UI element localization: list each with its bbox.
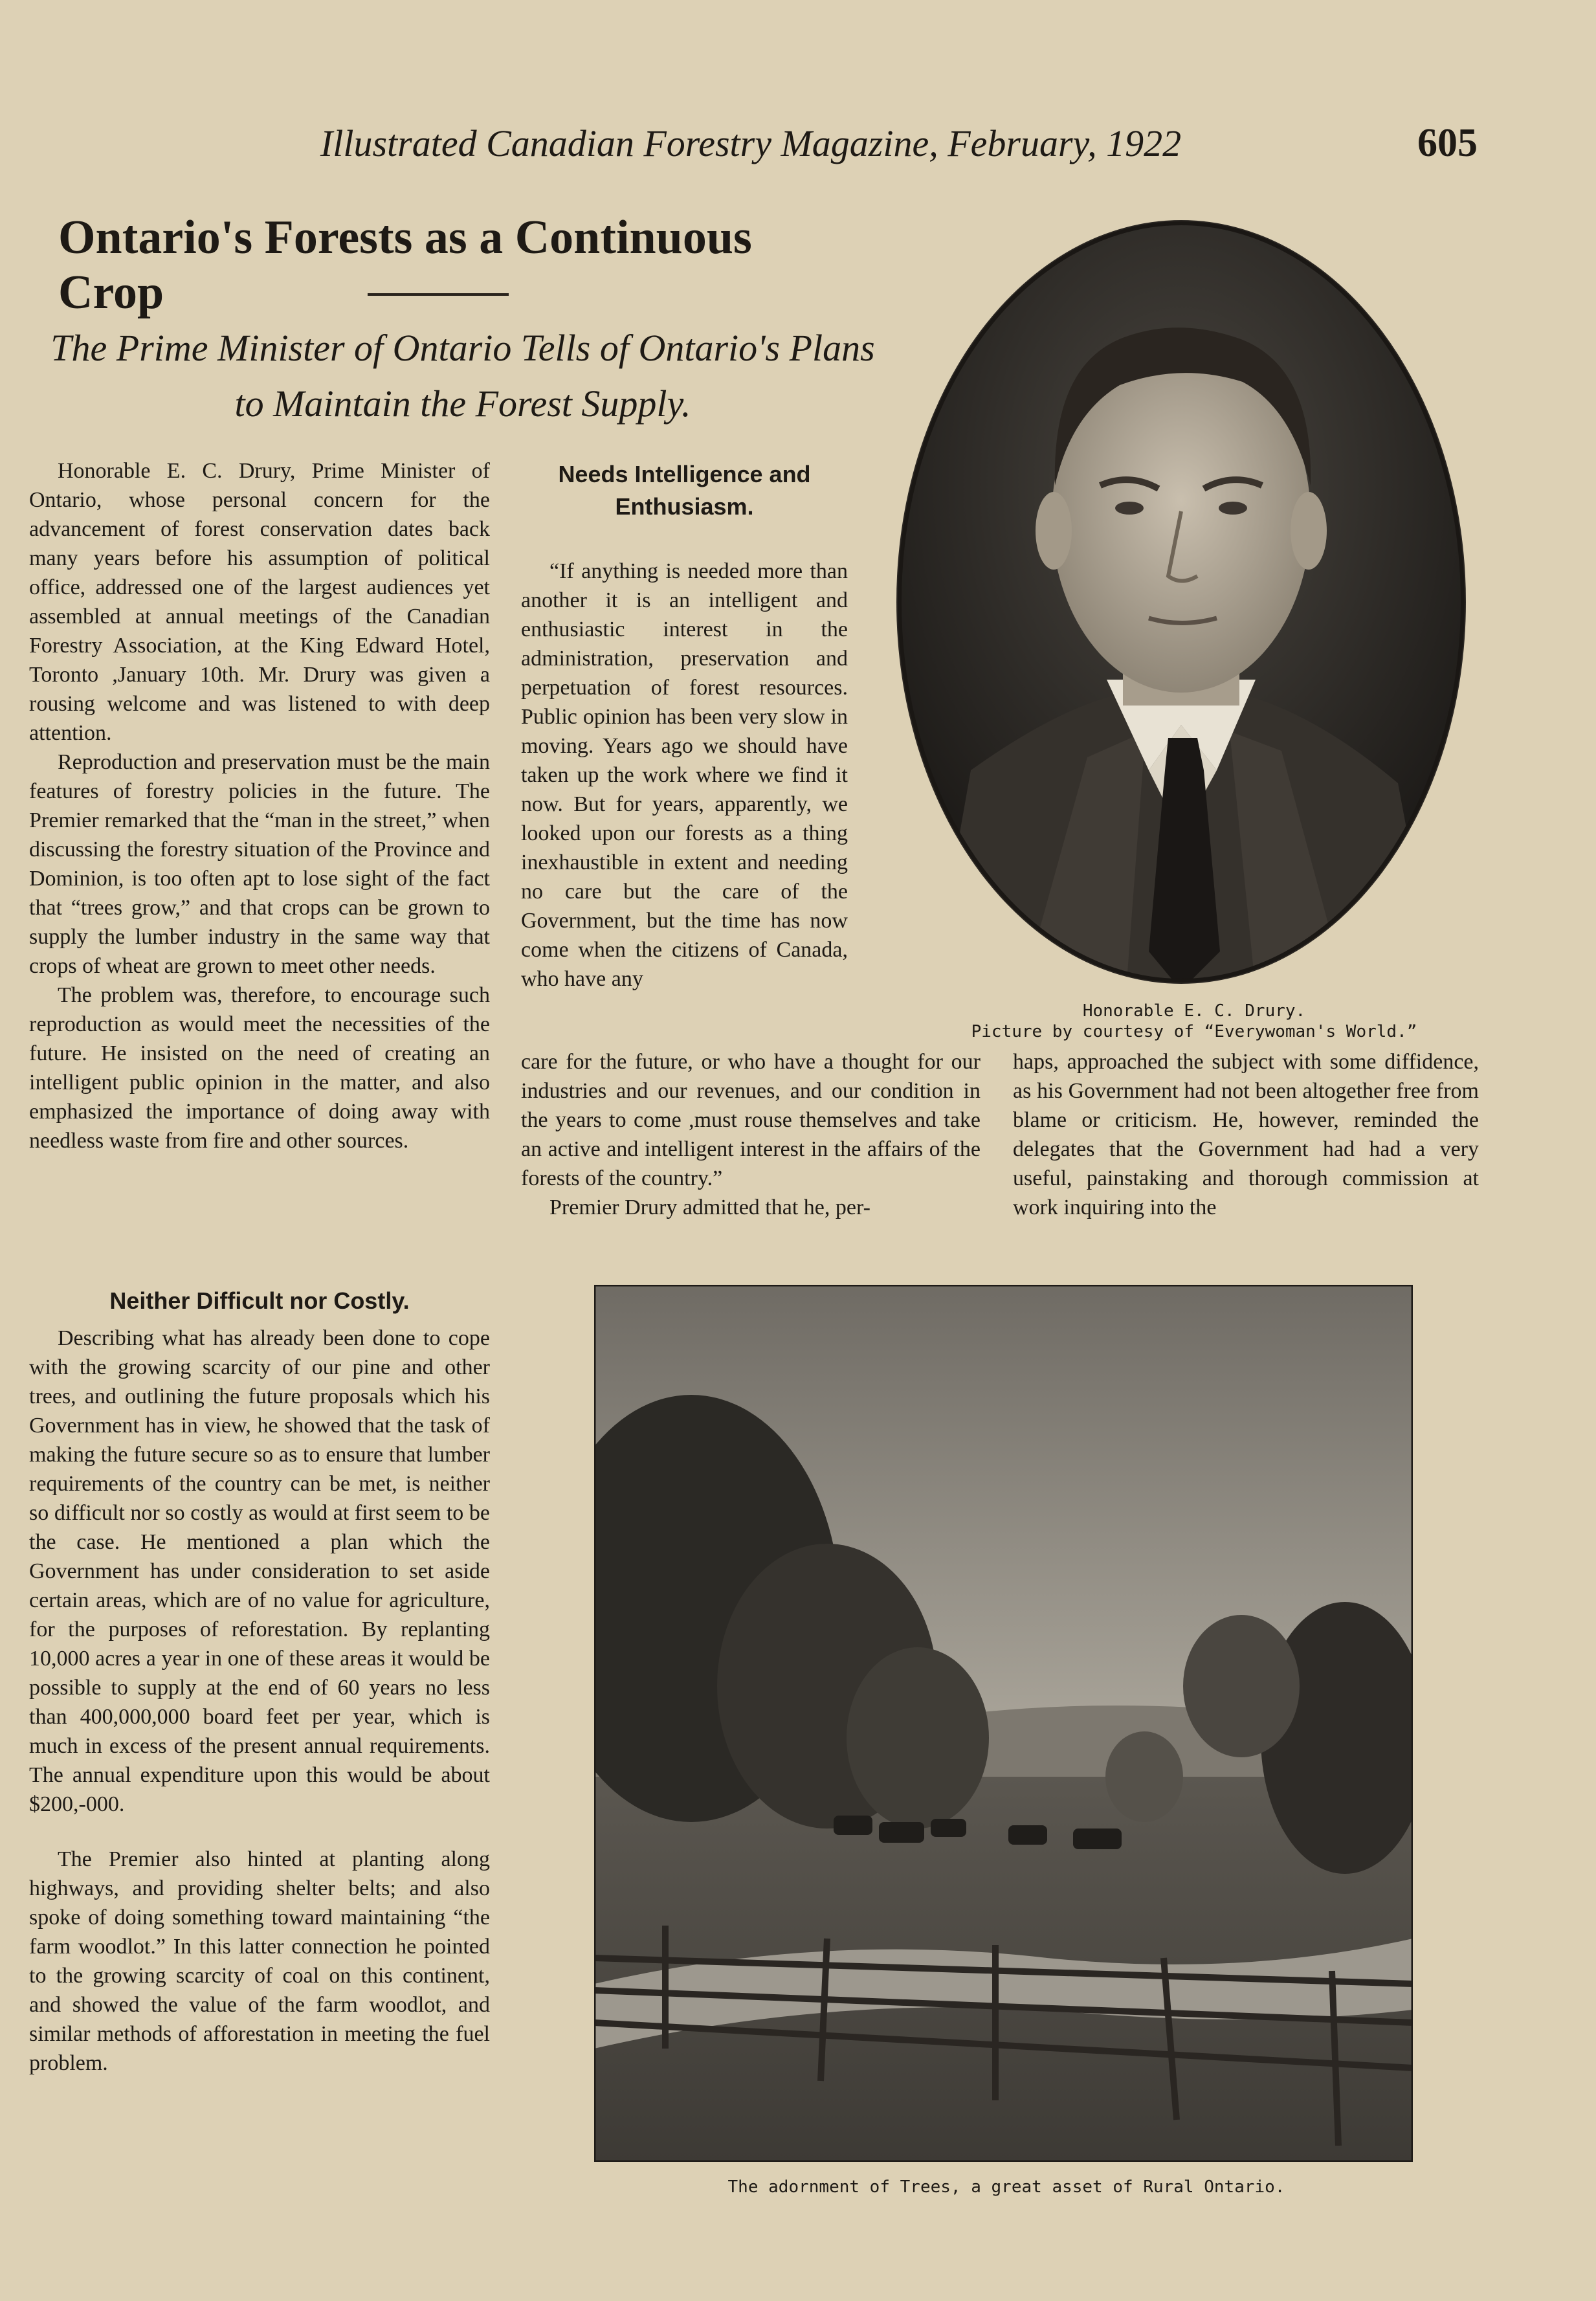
article-subtitle [26,320,900,432]
paragraph: Premier Drury admitted that he, per- [549,1195,870,1219]
paragraph: The problem was, therefore, to encourage such reproduction as would meet the necessities of the future. He insisted on the need of creating an intelligent public opinion in the matter, and also emphasized the importance of doing away with needless waste from fire and other sources. [29,983,490,1153]
column-3-bottom [1013,1047,1479,1222]
subtitle-line-1: The Prime Minister of Ontario Tells of Ontario's Plans [50,327,875,369]
column-1-bottom [29,1324,490,2078]
title-rule [368,293,509,296]
portrait-photo [893,214,1469,990]
paragraph: Honorable E. C. Drury, Prime Minister of Ontario, whose personal concern for the advancement of forest conservation dates back many years before his assumption of political office, addressed one of the largest audiences yet assembled at annual meetings of the Canadian Forestry Association, at the King Edward Hotel, Toronto ,January 10th. Mr. Drury was given a rousing welcome and was listened to with deep attention. [29,459,490,745]
page-number: 605 [1417,121,1478,165]
section-heading-neither-difficult: Neither Difficult nor Costly. [109,1287,410,1314]
paragraph: Describing what has already been done to cope with the growing scarcity of our pine and other trees, and outlining the future proposals which his Government has in view, he showed that the task of making the future secure so as to ensure that lumber requirements of the country can be met, is neither so difficult nor so costly as would at first seem to be the case. He mentioned a plan which the Government has under consideration to set aside certain areas, which are of no value for agriculture, for the purposes of reforestation. By replanting 10,000 acres a year in one of these areas it would be possible to supply at the end of 60 years no less than 400,000,000 board feet per year, which is much in excess of the present annual requirements. The annual expenditure upon this would be about $200,-000. [29,1326,490,1816]
subtitle-line-2: to Maintain the Forest Supply. [234,383,691,425]
portrait-caption [919,1001,1469,1042]
paragraph-continued: haps, approached the subject with some diffidence, as his Government had not been altogether free from blame or criticism. He, however, reminded the delegates that the Government had had a very useful, painstaking and thorough commission at work inquiring into the [1013,1050,1479,1219]
article-title: Ontario's Forests as a Continuous Crop [58,211,752,319]
paragraph: “If anything is needed more than another it is an intelligent and enthusiastic interest in the administration, preservation and perpetuation of forest resources. Public opinion has been very slow in moving. Years ago we should have taken up the work where we find it now. But for years, apparently, we looked upon our forests as a thing inexhaustible in extent and needing no care but the care of the Government, but the time has now come when the citizens of Canada, who have any [521,559,848,991]
landscape-photo [594,1285,1413,2162]
paragraph: Reproduction and preservation must be the main features of forestry policies in the future. The Premier remarked that the “man in the street,” when discussing the forestry situation of the Province and Dominion, is too often apt to lose sight of the fact that “trees grow,” and that crops can be grown to supply the lumber industry in the same way that crops of wheat are grown to meet other needs. [29,750,490,978]
caption-line-1: Honorable E. C. Drury. [1082,1001,1306,1021]
column-2-top [521,557,848,994]
column-2-bottom [521,1047,981,1222]
column-1-top [29,456,490,1155]
portrait-image [893,214,1469,990]
paragraph-continued: care for the future, or who have a thought for our industries and our revenues, and our condition in the years to come ,must rouse themselves and take an active and intelligent interest in the affairs of the forests of the country.” [521,1050,981,1190]
paragraph: The Premier also hinted at planting along highways, and providing shelter belts; and also spoke of doing something toward maintaining “the farm woodlot.” In this latter connection he pointed to the growing scarcity of coal on this continent, and showed the value of the farm woodlot, and similar methods of afforestation in meeting the fuel problem. [29,1847,490,2075]
landscape-caption: The adornment of Trees, a great asset of Rural Ontario. [727,2177,1285,2197]
landscape-image [594,1285,1413,2162]
section-heading-needs-intelligence: Needs Intelligence and Enthusiasm. [558,461,811,520]
running-header: Illustrated Canadian Forestry Magazine, February, 1922 [320,122,1182,164]
caption-line-2: Picture by courtesy of “Everywoman's World.” [971,1022,1417,1041]
